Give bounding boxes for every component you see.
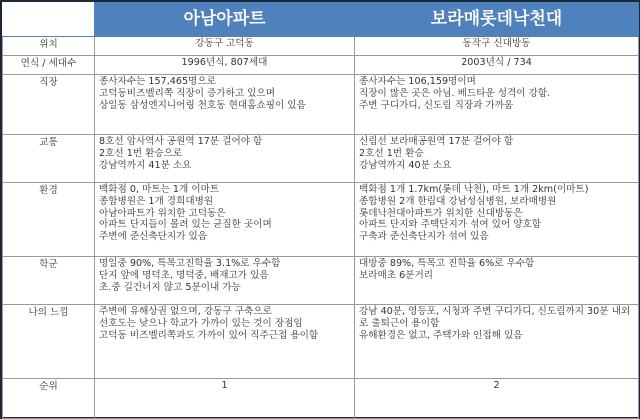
cell-line: 종사자수는 157,465명으로 — [99, 76, 216, 87]
cell-line: 아남아파트가 위치한 고덕동은 — [99, 207, 226, 219]
cell-line: 신림선 보라매공원역 17분 걸어야 함 — [359, 136, 514, 147]
cell-line: 초.중 길건너지 않고 5분이내 가능 — [99, 281, 241, 293]
cell-apt1 — [95, 183, 355, 257]
row-label: 교통 — [3, 135, 95, 183]
row-transport — [3, 135, 639, 183]
cell-line: 주변 구디가디, 신도림 직장과 가까움 — [359, 99, 514, 111]
cell-apt2 — [355, 135, 639, 183]
row-label: 위치 — [3, 37, 95, 56]
cell-line: 1996년식, 807세대 — [181, 57, 268, 68]
row-my-impression — [3, 305, 639, 379]
row-label: 연식 / 세대수 — [3, 56, 95, 75]
cell-apt1 — [95, 56, 355, 75]
header-corner-cell — [3, 3, 95, 37]
row-label: 학군 — [3, 257, 95, 305]
cell-apt1 — [95, 379, 355, 419]
cell-line: 종합병원은 1개 경희대병원 — [99, 195, 214, 207]
cell-line: 아파트 단지들이 몰려 있는 균질한 곳이며 — [99, 219, 272, 231]
row-label: 직장 — [3, 75, 95, 135]
cell-line: 강남 40분, 영등포, 시청과 주변 구디가디, 신도림까지 30분 내외로 출퇴근이 용이함 — [359, 306, 631, 329]
cell-line: 고덕동비즈벨리쪽 직장이 증가하고 있으며 — [99, 87, 275, 99]
cell-line: 상일동 삼성엔지니어링 천호동 현대홈쇼핑이 있음 — [99, 99, 306, 111]
cell-line: 2호선 1번 환승으로 — [99, 147, 183, 159]
cell-line: 강동구 고덕동 — [195, 38, 254, 49]
cell-line: 구축과 준신축단지가 섞여 있음 — [359, 231, 489, 243]
cell-apt2 — [355, 37, 639, 56]
cell-line: 단지 앞에 명덕초, 명덕중, 배재고가 있음 — [99, 269, 269, 281]
row-label: 환경 — [3, 183, 95, 257]
cell-apt1 — [95, 135, 355, 183]
cell-apt1 — [95, 37, 355, 56]
cell-line: 2003년식 / 734 — [461, 57, 532, 68]
cell-line: 명일중 90%, 특목고진학율 3.1%로 우수함 — [99, 258, 281, 269]
row-location — [3, 37, 639, 56]
cell-line: 백화점 1개 1.7km(롯데 낙천), 마트 1개 2km(이마트) — [359, 184, 589, 195]
row-rank — [3, 379, 639, 419]
cell-line: 백화점 0, 마트는 1개 이마트 — [99, 184, 220, 195]
cell-line: 강남역까지 41분 소요 — [99, 159, 192, 171]
cell-apt2 — [355, 56, 639, 75]
cell-line: 직장이 많은 곳은 아님. 베드타운 성격이 강함. — [359, 87, 551, 99]
cell-line: 롯데낙천대아파트가 위치한 신대방동은 — [359, 207, 523, 219]
cell-line: 2호선 1번 환승 — [359, 147, 424, 159]
cell-line: 주변에 유해상권 없으며, 강동구 구축으로 — [99, 306, 272, 317]
cell-line: 유해환경은 없고, 주택가와 인접해 있음 — [359, 329, 523, 341]
cell-line: 8호선 암사역사 공원역 17분 걸어야 함 — [99, 136, 263, 147]
row-label: 나의 느낌 — [3, 305, 95, 379]
row-jobs — [3, 75, 639, 135]
cell-apt1 — [95, 305, 355, 379]
cell-line: 선호도는 낮으나 학교가 가까이 있는 것이 장점임 — [99, 317, 303, 329]
cell-apt2 — [355, 257, 639, 305]
cell-apt1 — [95, 75, 355, 135]
row-label: 순위 — [3, 379, 95, 419]
cell-apt2 — [355, 183, 639, 257]
header-apt2: 보라매롯데낙천대 — [355, 3, 639, 37]
cell-line: 주변에 준신축단지가 있음 — [99, 231, 208, 243]
cell-line: 강남역까지 40분 소요 — [359, 159, 452, 171]
cell-line: 아파트 단지와 주택단지가 섞여 있어 양호함 — [359, 219, 542, 231]
cell-apt1 — [95, 257, 355, 305]
cell-apt2 — [355, 379, 639, 419]
cell-apt2 — [355, 305, 639, 379]
cell-line: 1 — [221, 380, 228, 391]
apartment-comparison-table — [2, 2, 639, 419]
cell-line: 2 — [493, 380, 500, 391]
cell-line: 고덕동 비즈벨리쪽과도 가까이 있어 직주근접 용이함 — [99, 329, 319, 341]
row-year-households — [3, 56, 639, 75]
cell-line: 대방중 89%, 특목고 진학율 6%로 우수함 — [359, 258, 535, 269]
cell-line: 종사자수는 106,159명이며 — [359, 76, 476, 87]
header-row — [3, 3, 639, 37]
cell-line: 동작구 신대방동 — [462, 38, 531, 49]
header-apt1: 아남아파트 — [95, 3, 355, 37]
cell-apt2 — [355, 75, 639, 135]
row-school-district — [3, 257, 639, 305]
row-environment — [3, 183, 639, 257]
cell-line: 종합병원 2개 한림대 강남성심병원, 보라매병원 — [359, 195, 557, 207]
cell-line: 보라매초 6분거리 — [359, 269, 434, 281]
